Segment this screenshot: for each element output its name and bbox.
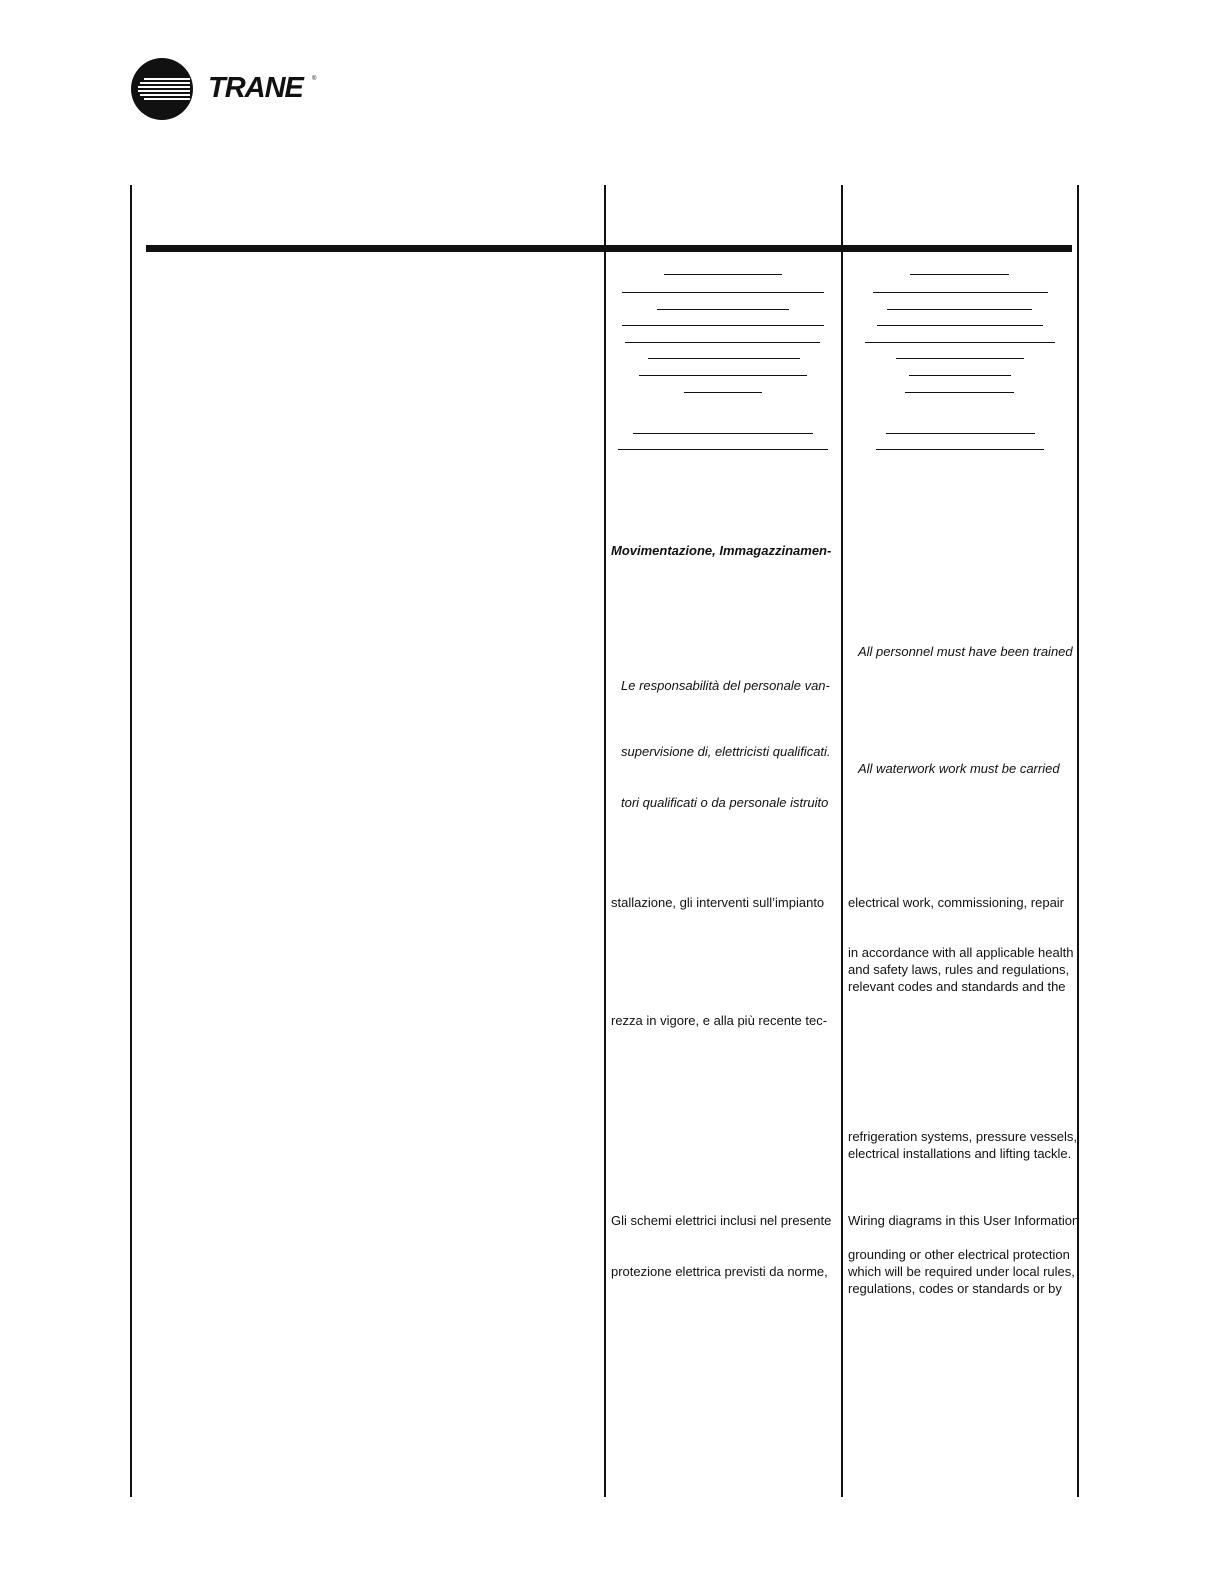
it-text-line: stallazione, gli interventi sull’impianto	[611, 895, 825, 910]
underline	[896, 358, 1024, 359]
underline	[886, 433, 1035, 434]
trane-circle-logo-icon	[130, 57, 194, 121]
header-rule-mid	[606, 245, 841, 252]
it-text-line: protezione elettrica previsti da norme,	[611, 1264, 828, 1279]
right-border-line	[1077, 185, 1079, 1497]
underline	[909, 375, 1011, 376]
en-text-line: All waterwork work must be carried	[858, 761, 1060, 776]
en-text-line: regulations, codes or standards or by	[848, 1281, 1062, 1296]
underline	[876, 449, 1044, 450]
it-text-line: supervisione di, elettricisti qualificati.	[621, 744, 831, 759]
header-rule-left	[146, 245, 604, 252]
underline	[865, 342, 1055, 343]
underline	[905, 392, 1014, 393]
left-border-line	[130, 185, 132, 1497]
en-text-line: which will be required under local rules,	[848, 1264, 1075, 1279]
underline	[910, 274, 1009, 275]
en-text-line: electrical installations and lifting tackle.	[848, 1146, 1072, 1161]
en-text-line: Wiring diagrams in this User Information	[848, 1213, 1080, 1228]
underline	[657, 309, 789, 310]
column-divider-1	[604, 185, 606, 1497]
underline	[648, 358, 800, 359]
underline	[618, 449, 828, 450]
column-divider-2	[841, 185, 843, 1497]
en-text-line: refrigeration systems, pressure vessels,	[848, 1129, 1078, 1144]
en-text-line: and safety laws, rules and regulations,	[848, 962, 1070, 977]
underline	[639, 375, 807, 376]
it-heading-fragment: Movimentazione, Immagazzinamen-	[611, 543, 832, 558]
underline	[873, 292, 1048, 293]
en-text-line: in accordance with all applicable health	[848, 945, 1074, 960]
underline	[622, 292, 824, 293]
underline	[664, 274, 782, 275]
it-text-line: tori qualificati o da personale istruito	[621, 795, 829, 810]
registered-mark: ®	[312, 76, 317, 82]
en-text-line: grounding or other electrical protection	[848, 1247, 1070, 1262]
header-rule-right	[843, 245, 1072, 252]
brand-name: TRANE	[208, 72, 303, 104]
en-text-line: relevant codes and standards and the	[848, 979, 1066, 994]
it-text-line: Le responsabilità del personale van-	[621, 678, 830, 693]
it-text-line: Gli schemi elettrici inclusi nel presente	[611, 1213, 832, 1228]
en-text-line: electrical work, commissioning, repair	[848, 895, 1065, 910]
underline	[622, 325, 824, 326]
en-text-line: All personnel must have been trained	[858, 644, 1073, 659]
it-text-line: rezza in vigore, e alla più recente tec-	[611, 1013, 828, 1028]
underline	[684, 392, 762, 393]
underline	[625, 342, 820, 343]
underline	[887, 309, 1032, 310]
underline	[877, 325, 1043, 326]
underline	[633, 433, 813, 434]
